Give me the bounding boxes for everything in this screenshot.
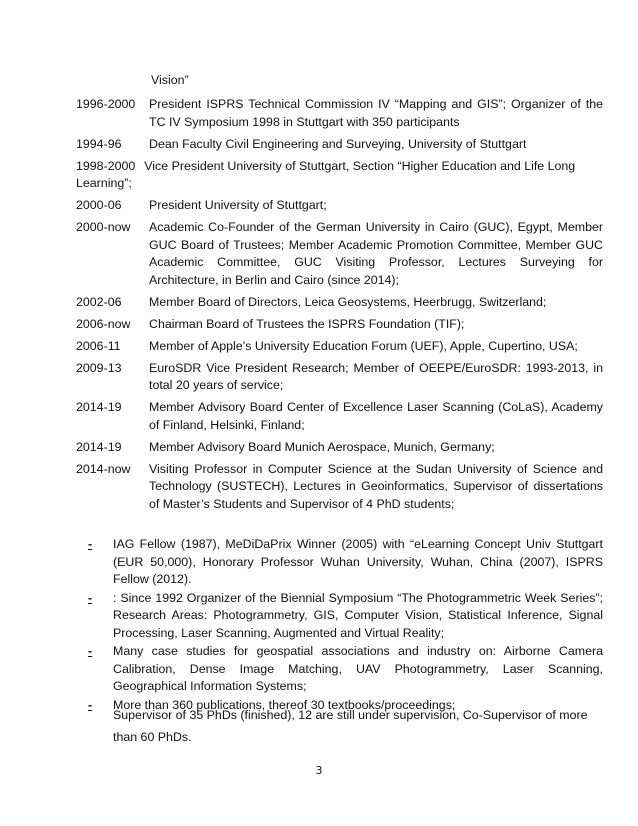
list-item <box>88 590 603 643</box>
bullet-text: : Since 1992 Organizer of the Biennial Symposium “The Photogrammetric Week Series”; Research Areas: Photogrammetry, GIS, Computer Vision, Statistical Inference, Signal Processing, Laser Scanning, Augmented and Virtual Reality; <box>113 590 603 640</box>
entry-text: Member Advisory Board Center of Excellence Laser Scanning (CoLaS), Academy of Finland, Helsinki, Finland; <box>149 400 603 432</box>
cv-entry <box>76 338 603 356</box>
cv-entry <box>76 136 603 154</box>
cv-entry <box>76 360 603 395</box>
cv-entries <box>76 96 603 518</box>
bullet-marker: - <box>88 644 93 658</box>
entry-text: Member Board of Directors, Leica Geosystems, Heerbrugg, Switzerland; <box>149 294 547 309</box>
entry-text: Member of Apple’s University Education Forum (UEF), Apple, Cupertino, USA; <box>149 338 578 353</box>
entry-years: 2014-19 <box>76 400 122 414</box>
entry-text: Chairman Board of Trustees the ISPRS Foundation (TIF); <box>149 316 465 331</box>
bullet-text: Many case studies for geospatial associations and industry on: Airborne Camera Calibration, Dense Image Matching, UAV Photogrammetry, Laser Scanning, Geographical Information Systems; <box>113 644 603 693</box>
entry-years: 2000-06 <box>76 198 122 212</box>
cv-entry <box>76 219 603 289</box>
page-number: 3 <box>315 764 323 777</box>
cv-entry <box>76 158 603 193</box>
entry-text: EuroSDR Vice President Research; Member of OEEPE/EuroSDR: 1993-2013, in total 20 years of service; <box>149 360 603 392</box>
list-item <box>88 643 603 696</box>
entry-text: Visiting Professor in Computer Science at the Sudan University of Science and Technology (SUSTECH), Lectures in Geoinformatics, Supervisor of dissertations of Master’s Students and Supervisor of 4 PhD students; <box>149 461 603 511</box>
bullet-text: IAG Fellow (1987), MeDiDaPrix Winner (2005) with “eLearning Concept Univ Stuttgart (EUR 50,000), Honorary Professor Wuhan University, Wuhan, China (2007), ISPRS Fellow (2012). <box>113 537 603 586</box>
entry-text: President University of Stuttgart; <box>149 198 327 212</box>
entry-text: Vice President University of Stuttgart, Section “Higher Education and Life Long Learning”; <box>76 158 576 190</box>
continuation-text: Vision” <box>151 73 189 87</box>
entry-text: Academic Co-Founder of the German University in Cairo (GUC), Egypt, Member GUC Board of Trustees; Member Academic Promotion Committee, Member GUC Academic Committee, GUC Visiting Professor, Lectures Surveying for Architecture, in Berlin and Cairo (since 2014); <box>149 220 603 287</box>
cv-entry <box>76 96 603 131</box>
entry-years: 1998-2000 <box>76 158 136 173</box>
bullet-list <box>88 536 603 715</box>
bullet-marker: - <box>88 697 93 712</box>
entry-text: President ISPRS Technical Commission IV “Mapping and GIS”; Organizer of the TC IV Symposium 1998 in Stuttgart with 350 participants <box>149 97 603 129</box>
entry-years: 1994-96 <box>76 136 122 151</box>
bullet-marker: - <box>88 590 93 605</box>
bullet-marker: - <box>88 537 93 551</box>
entry-years: 2000-now <box>76 220 131 234</box>
entry-years: 2002-06 <box>76 294 122 309</box>
cv-entry <box>76 439 603 457</box>
entry-years: 2006-11 <box>76 338 121 353</box>
entry-text: Dean Faculty Civil Engineering and Surveying, University of Stuttgart <box>149 136 527 151</box>
entry-years: 1996-2000 <box>76 97 136 111</box>
cv-entry <box>76 399 603 434</box>
entry-years: 2009-13 <box>76 360 122 375</box>
supervisor-line: Supervisor of 35 PhDs (finished), 12 are still under supervision, Co-Supervisor of more <box>113 708 588 722</box>
cv-entry <box>76 197 603 215</box>
cv-entry <box>76 316 603 334</box>
entry-years: 2014-19 <box>76 439 122 454</box>
list-item <box>88 536 603 589</box>
cv-entry <box>76 461 603 514</box>
supervisor-line: than 60 PhDs. <box>113 730 192 744</box>
entry-years: 2014-now <box>76 461 131 476</box>
bullet-text: More than 360 publications, thereof 30 textbooks/proceedings; <box>113 697 456 712</box>
entry-years: 2006-now <box>76 316 131 331</box>
entry-text: Member Advisory Board Munich Aerospace, Munich, Germany; <box>149 439 495 454</box>
cv-entry <box>76 294 603 312</box>
